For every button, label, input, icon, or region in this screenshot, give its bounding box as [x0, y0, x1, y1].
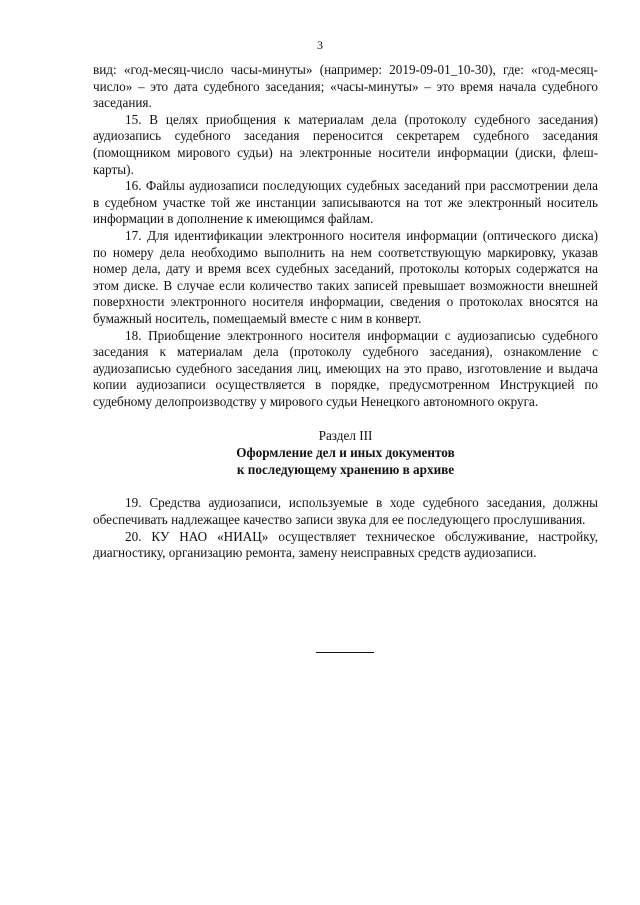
paragraph-14-continuation: вид: «год-месяц-число часы-минуты» (например: 2019-09-01_10-30), где: «год-месяц-число» – это дата судебного заседания; «часы-минуты» – это время начала судебного заседания. — [93, 62, 598, 111]
paragraph-16: 16. Файлы аудиозаписи последующих судебных заседаний при рассмотрении дела в судебном участке той же инстанции записываются на тот же электронный носитель информации в дополнение к имеющимся файлам. — [93, 178, 598, 227]
section-body — [93, 495, 598, 561]
section-title-line-2: к последующему хранению в архиве — [236, 462, 455, 478]
end-of-document-rule — [316, 652, 374, 653]
document-body — [93, 62, 598, 562]
section-heading — [93, 427, 598, 478]
paragraph-17: 17. Для идентификации электронного носителя информации (оптического диска) по номеру дела необходимо выполнить на нем соответствующую маркировку, указав номер дела, дату и время всех судебных заседаний, протоколы которых содержатся на этом диске. В случае если количество таких записей превышает возможности внешней поверхности электронного носителя информации, сведения о протоколах вносятся на бумажный носитель, помещаемый вместе с ним в конверт. — [93, 227, 598, 326]
page-number: 3 — [317, 38, 323, 52]
paragraph-15: 15. В целях приобщения к материалам дела (протоколу судебного заседания) аудиозапись судебного заседания переносится секретарем судебного заседания (помощником мирового судьи) на электронные носители информации (диски, флеш-карты). — [93, 111, 598, 177]
paragraph-20: 20. КУ НАО «НИАЦ» осуществляет техническое обслуживание, настройку, диагностику, организацию ремонта, замену неисправных средств аудиозаписи. — [93, 528, 598, 561]
paragraph-19: 19. Средства аудиозаписи, используемые в ходе судебного заседания, должны обеспечивать надлежащее качество записи звука для ее последующего прослушивания. — [93, 495, 598, 528]
paragraph-18: 18. Приобщение электронного носителя информации с аудиозаписью судебного заседания к материалам дела (протоколу судебного заседания), ознакомление с аудиозаписью судебного заседания лиц, имеющих на это право, изготовление и выдача копии аудиозаписи осуществляется в порядке, предусмотренном Инструкцией по судебному делопроизводству у мирового судьи Ненецкого автономного округа. — [93, 327, 598, 409]
section-title-line-1: Оформление дел и иных документов — [236, 445, 455, 461]
section-number: Раздел III — [318, 428, 373, 444]
